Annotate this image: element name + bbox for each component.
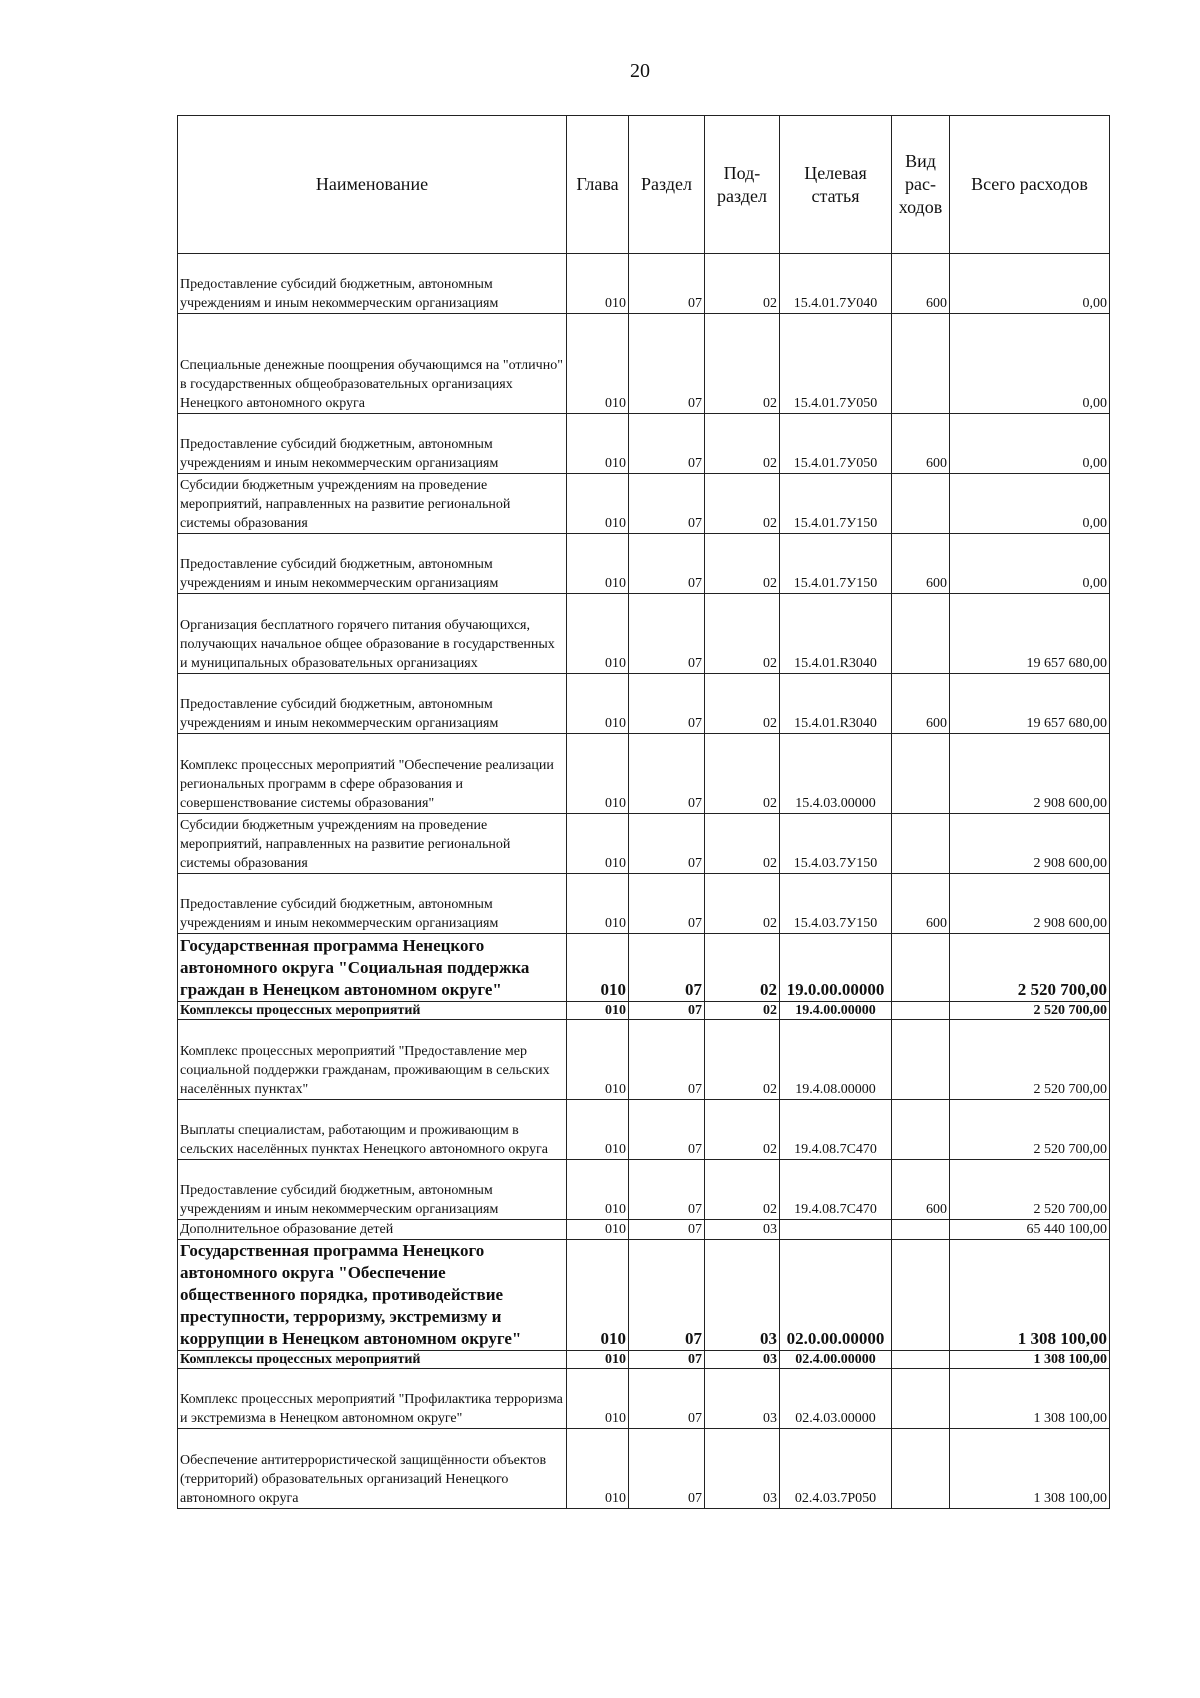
cell-glava: 010 bbox=[567, 874, 629, 934]
cell-total: 1 308 100,00 bbox=[950, 1351, 1110, 1369]
header-podrazdel: Под-раздел bbox=[705, 116, 780, 254]
cell-razdel: 07 bbox=[629, 1351, 705, 1369]
table-row bbox=[178, 1429, 1110, 1509]
cell-vid: 600 bbox=[892, 874, 950, 934]
cell-razdel: 07 bbox=[629, 734, 705, 814]
cell-podrazdel: 02 bbox=[705, 254, 780, 314]
cell-podrazdel: 02 bbox=[705, 874, 780, 934]
cell-name: Комплексы процессных мероприятий bbox=[178, 1002, 567, 1020]
cell-podrazdel: 02 bbox=[705, 1020, 780, 1100]
cell-podrazdel: 03 bbox=[705, 1220, 780, 1240]
table-row bbox=[178, 934, 1110, 1002]
cell-razdel: 07 bbox=[629, 1369, 705, 1429]
cell-vid bbox=[892, 814, 950, 874]
table-row bbox=[178, 1240, 1110, 1351]
cell-target: 19.4.00.00000 bbox=[780, 1002, 892, 1020]
cell-vid bbox=[892, 1351, 950, 1369]
cell-name: Специальные денежные поощрения обучающимся на "отлично" в государственных общеобразовательных организациях Ненецкого автономного округа bbox=[178, 314, 567, 414]
cell-vid bbox=[892, 474, 950, 534]
cell-total: 19 657 680,00 bbox=[950, 674, 1110, 734]
cell-target: 15.4.01.R3040 bbox=[780, 594, 892, 674]
cell-glava: 010 bbox=[567, 1100, 629, 1160]
cell-razdel: 07 bbox=[629, 674, 705, 734]
table-row bbox=[178, 254, 1110, 314]
cell-total: 0,00 bbox=[950, 414, 1110, 474]
table-header-row bbox=[178, 116, 1110, 254]
cell-razdel: 07 bbox=[629, 1429, 705, 1509]
cell-total: 2 520 700,00 bbox=[950, 1160, 1110, 1220]
cell-total: 19 657 680,00 bbox=[950, 594, 1110, 674]
cell-glava: 010 bbox=[567, 474, 629, 534]
cell-vid bbox=[892, 1020, 950, 1100]
cell-podrazdel: 02 bbox=[705, 1100, 780, 1160]
cell-total: 0,00 bbox=[950, 474, 1110, 534]
table-row bbox=[178, 1100, 1110, 1160]
cell-name: Предоставление субсидий бюджетным, автономным учреждениям и иным некоммерческим организациям bbox=[178, 874, 567, 934]
table-row bbox=[178, 1351, 1110, 1369]
cell-podrazdel: 02 bbox=[705, 674, 780, 734]
table-row bbox=[178, 1020, 1110, 1100]
table-row bbox=[178, 314, 1110, 414]
cell-vid bbox=[892, 1240, 950, 1351]
cell-name: Предоставление субсидий бюджетным, автономным учреждениям и иным некоммерческим организациям bbox=[178, 414, 567, 474]
cell-razdel: 07 bbox=[629, 934, 705, 1002]
cell-total: 2 520 700,00 bbox=[950, 1100, 1110, 1160]
table-row bbox=[178, 534, 1110, 594]
table-row bbox=[178, 674, 1110, 734]
table-row bbox=[178, 874, 1110, 934]
table-row bbox=[178, 594, 1110, 674]
cell-vid bbox=[892, 1220, 950, 1240]
cell-target: 02.4.00.00000 bbox=[780, 1351, 892, 1369]
cell-total: 2 908 600,00 bbox=[950, 814, 1110, 874]
cell-total: 2 520 700,00 bbox=[950, 1002, 1110, 1020]
budget-table bbox=[177, 115, 1110, 1509]
cell-glava: 010 bbox=[567, 1002, 629, 1020]
cell-target: 19.4.08.00000 bbox=[780, 1020, 892, 1100]
cell-podrazdel: 02 bbox=[705, 934, 780, 1002]
cell-name: Предоставление субсидий бюджетным, автономным учреждениям и иным некоммерческим организациям bbox=[178, 1160, 567, 1220]
cell-podrazdel: 02 bbox=[705, 1160, 780, 1220]
cell-vid bbox=[892, 1429, 950, 1509]
cell-target: 02.4.03.00000 bbox=[780, 1369, 892, 1429]
cell-total: 1 308 100,00 bbox=[950, 1240, 1110, 1351]
cell-razdel: 07 bbox=[629, 254, 705, 314]
cell-name: Субсидии бюджетным учреждениям на проведение мероприятий, направленных на развитие региональной системы образования bbox=[178, 814, 567, 874]
table-row bbox=[178, 1220, 1110, 1240]
cell-name: Комплекс процессных мероприятий "Обеспечение реализации региональных программ в сфере образования и совершенствование системы образования" bbox=[178, 734, 567, 814]
cell-razdel: 07 bbox=[629, 1160, 705, 1220]
cell-total: 65 440 100,00 bbox=[950, 1220, 1110, 1240]
cell-name: Комплекс процессных мероприятий "Профилактика терроризма и экстремизма в Ненецком автономном округе" bbox=[178, 1369, 567, 1429]
cell-razdel: 07 bbox=[629, 1020, 705, 1100]
table-row bbox=[178, 1369, 1110, 1429]
cell-podrazdel: 02 bbox=[705, 534, 780, 594]
cell-vid: 600 bbox=[892, 254, 950, 314]
table-row bbox=[178, 814, 1110, 874]
cell-target: 19.4.08.7С470 bbox=[780, 1100, 892, 1160]
cell-vid bbox=[892, 314, 950, 414]
cell-podrazdel: 03 bbox=[705, 1429, 780, 1509]
cell-glava: 010 bbox=[567, 674, 629, 734]
table-body bbox=[178, 254, 1110, 1509]
cell-total: 0,00 bbox=[950, 254, 1110, 314]
cell-total: 2 520 700,00 bbox=[950, 1020, 1110, 1100]
cell-podrazdel: 02 bbox=[705, 594, 780, 674]
table-row bbox=[178, 1002, 1110, 1020]
cell-total: 2 908 600,00 bbox=[950, 874, 1110, 934]
cell-total: 0,00 bbox=[950, 314, 1110, 414]
cell-podrazdel: 03 bbox=[705, 1351, 780, 1369]
cell-total: 2 520 700,00 bbox=[950, 934, 1110, 1002]
cell-glava: 010 bbox=[567, 414, 629, 474]
cell-name: Выплаты специалистам, работающим и проживающим в сельских населённых пунктах Ненецкого автономного округа bbox=[178, 1100, 567, 1160]
cell-razdel: 07 bbox=[629, 874, 705, 934]
cell-glava: 010 bbox=[567, 1429, 629, 1509]
cell-razdel: 07 bbox=[629, 1100, 705, 1160]
cell-vid bbox=[892, 1369, 950, 1429]
cell-name: Государственная программа Ненецкого автономного округа "Обеспечение общественного порядка, противодействие преступности, терроризму, экстремизму и коррупции в Ненецком автономном округе" bbox=[178, 1240, 567, 1351]
cell-razdel: 07 bbox=[629, 594, 705, 674]
header-target: Целевая статья bbox=[780, 116, 892, 254]
cell-target: 02.4.03.7Р050 bbox=[780, 1429, 892, 1509]
cell-razdel: 07 bbox=[629, 314, 705, 414]
cell-vid bbox=[892, 594, 950, 674]
cell-target: 15.4.01.7У050 bbox=[780, 314, 892, 414]
cell-podrazdel: 02 bbox=[705, 1002, 780, 1020]
cell-glava: 010 bbox=[567, 534, 629, 594]
cell-razdel: 07 bbox=[629, 474, 705, 534]
cell-name: Предоставление субсидий бюджетным, автономным учреждениям и иным некоммерческим организациям bbox=[178, 534, 567, 594]
page-number: 20 bbox=[630, 60, 650, 82]
cell-razdel: 07 bbox=[629, 1002, 705, 1020]
cell-target: 02.0.00.00000 bbox=[780, 1240, 892, 1351]
cell-razdel: 07 bbox=[629, 1240, 705, 1351]
cell-target: 15.4.01.7У050 bbox=[780, 414, 892, 474]
cell-podrazdel: 02 bbox=[705, 814, 780, 874]
cell-glava: 010 bbox=[567, 934, 629, 1002]
cell-target: 19.0.00.00000 bbox=[780, 934, 892, 1002]
cell-name: Дополнительное образование детей bbox=[178, 1220, 567, 1240]
cell-podrazdel: 02 bbox=[705, 474, 780, 534]
cell-vid bbox=[892, 734, 950, 814]
cell-total: 1 308 100,00 bbox=[950, 1369, 1110, 1429]
cell-name: Комплекс процессных мероприятий "Предоставление мер социальной поддержки гражданам, проживающим в сельских населённых пунктах" bbox=[178, 1020, 567, 1100]
table-row bbox=[178, 1160, 1110, 1220]
cell-target: 15.4.01.7У150 bbox=[780, 474, 892, 534]
table-row bbox=[178, 734, 1110, 814]
cell-target: 15.4.03.7У150 bbox=[780, 814, 892, 874]
header-razdel: Раздел bbox=[629, 116, 705, 254]
header-name: Наименование bbox=[178, 116, 567, 254]
cell-glava: 010 bbox=[567, 1220, 629, 1240]
cell-target: 15.4.01.7У150 bbox=[780, 534, 892, 594]
cell-name: Обеспечение антитеррористической защищённости объектов (территорий) образовательных организаций Ненецкого автономного округа bbox=[178, 1429, 567, 1509]
cell-podrazdel: 02 bbox=[705, 734, 780, 814]
cell-target: 15.4.01.7У040 bbox=[780, 254, 892, 314]
cell-glava: 010 bbox=[567, 1160, 629, 1220]
cell-glava: 010 bbox=[567, 1369, 629, 1429]
cell-glava: 010 bbox=[567, 314, 629, 414]
cell-glava: 010 bbox=[567, 1240, 629, 1351]
cell-razdel: 07 bbox=[629, 534, 705, 594]
cell-glava: 010 bbox=[567, 594, 629, 674]
cell-name: Предоставление субсидий бюджетным, автономным учреждениям и иным некоммерческим организациям bbox=[178, 254, 567, 314]
cell-glava: 010 bbox=[567, 1351, 629, 1369]
header-vid: Вид рас-ходов bbox=[892, 116, 950, 254]
cell-glava: 010 bbox=[567, 1020, 629, 1100]
header-total: Всего расходов bbox=[950, 116, 1110, 254]
cell-razdel: 07 bbox=[629, 414, 705, 474]
cell-total: 0,00 bbox=[950, 534, 1110, 594]
cell-name: Субсидии бюджетным учреждениям на проведение мероприятий, направленных на развитие региональной системы образования bbox=[178, 474, 567, 534]
cell-vid bbox=[892, 934, 950, 1002]
cell-target bbox=[780, 1220, 892, 1240]
cell-glava: 010 bbox=[567, 814, 629, 874]
cell-target: 15.4.03.00000 bbox=[780, 734, 892, 814]
cell-podrazdel: 02 bbox=[705, 314, 780, 414]
cell-target: 19.4.08.7С470 bbox=[780, 1160, 892, 1220]
cell-name: Предоставление субсидий бюджетным, автономным учреждениям и иным некоммерческим организациям bbox=[178, 674, 567, 734]
cell-razdel: 07 bbox=[629, 1220, 705, 1240]
header-glava: Глава bbox=[567, 116, 629, 254]
cell-vid bbox=[892, 1002, 950, 1020]
cell-vid: 600 bbox=[892, 674, 950, 734]
cell-vid: 600 bbox=[892, 1160, 950, 1220]
cell-podrazdel: 03 bbox=[705, 1369, 780, 1429]
cell-razdel: 07 bbox=[629, 814, 705, 874]
cell-vid: 600 bbox=[892, 534, 950, 594]
cell-vid: 600 bbox=[892, 414, 950, 474]
cell-total: 2 908 600,00 bbox=[950, 734, 1110, 814]
table-row bbox=[178, 474, 1110, 534]
cell-glava: 010 bbox=[567, 254, 629, 314]
table-row bbox=[178, 414, 1110, 474]
cell-glava: 010 bbox=[567, 734, 629, 814]
cell-name: Государственная программа Ненецкого автономного округа "Социальная поддержка граждан в Ненецком автономном округе" bbox=[178, 934, 567, 1002]
cell-podrazdel: 02 bbox=[705, 414, 780, 474]
cell-total: 1 308 100,00 bbox=[950, 1429, 1110, 1509]
cell-podrazdel: 03 bbox=[705, 1240, 780, 1351]
cell-vid bbox=[892, 1100, 950, 1160]
cell-name: Комплексы процессных мероприятий bbox=[178, 1351, 567, 1369]
cell-name: Организация бесплатного горячего питания обучающихся, получающих начальное общее образование в государственных и муниципальных образовательных организациях bbox=[178, 594, 567, 674]
cell-target: 15.4.01.R3040 bbox=[780, 674, 892, 734]
cell-target: 15.4.03.7У150 bbox=[780, 874, 892, 934]
